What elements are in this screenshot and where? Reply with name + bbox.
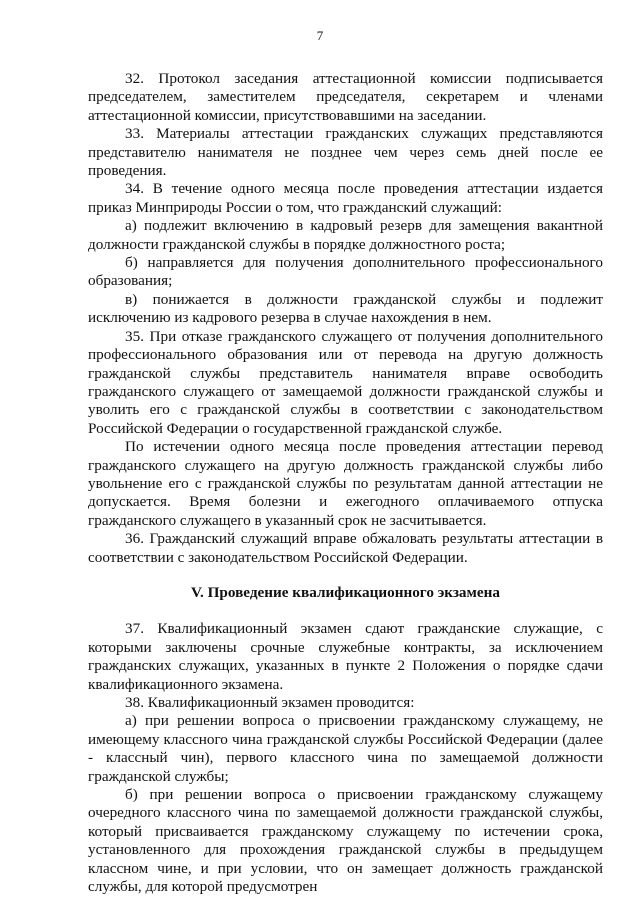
- paragraph-38: 38. Квалификационный экзамен проводится:: [125, 694, 415, 711]
- paragraph-36: 36. Гражданский служащий вправе обжаловать результаты аттестации в соответствии с законодательством Российской Федерации.: [88, 530, 603, 566]
- paragraph-37: 37. Квалификационный экзамен сдают гражданские служащие, с которыми заключены срочные служебные контракты, за исключением гражданских служащих, указанных в пункте 2 Положения о порядке сдачи квалификационного экзамена.: [88, 620, 603, 693]
- paragraph-34: 34. В течение одного месяца после проведения аттестации издается приказ Минприроды России о том, что гражданский служащий:: [88, 180, 603, 216]
- section-heading: V. Проведение квалификационного экзамена: [191, 583, 500, 601]
- paragraph-35: 35. При отказе гражданского служащего от получения дополнительного профессионального образования или от перевода на другую должность гражданской службы представитель нанимателя вправе освободить гражданского служащего от замещаемой должности гражданской службы и уволить его с гражданской службы в соответствии с законодательством Российской Федерации о государственной гражданской службе.: [88, 327, 603, 437]
- paragraph-38-a: а) при решении вопроса о присвоении гражданскому служащему, не имеющему классного чина гражданской службы Российской Федерации (далее - классный чин), первого классного чина по замещаемой должности гражданской службы;: [88, 712, 603, 785]
- paragraph-34-a: а) подлежит включению в кадровый резерв для замещения вакантной должности гражданской службы в порядке должностного роста;: [88, 217, 603, 253]
- page-number: 7: [316, 28, 324, 43]
- paragraph-33: 33. Материалы аттестации гражданских служащих представляются представителю нанимателя не позднее чем через семь дней после ее проведения.: [88, 125, 603, 180]
- document-body: [88, 70, 603, 896]
- paragraph-32: 32. Протокол заседания аттестационной комиссии подписывается председателем, заместителем председателя, секретарем и членами аттестационной комиссии, присутствовавшими на заседании.: [88, 70, 603, 124]
- paragraph-34-v: в) понижается в должности гражданской службы и подлежит исключению из кадрового резерва в случае нахождения в нем.: [88, 290, 603, 327]
- paragraph-38-b: б) при решении вопроса о присвоении гражданскому служащему очередного классного чина по замещаемой должности гражданской службы, который присваивается гражданскому служащему по истечении срока, установленного для прохождения гражданской службы в предыдущем классном чине, и при условии, что он замещает должность гражданской службы, для которой предусмотрен: [88, 786, 603, 896]
- paragraph-34-b: б) направляется для получения дополнительного профессионального образования;: [88, 254, 603, 290]
- paragraph-35-cont: По истечении одного месяца после проведения аттестации перевод гражданского служащего на другую должность гражданской службы либо увольнение его с гражданской службы по результатам данной аттестации не допускается. Время болезни и ежегодного оплачиваемого отпуска гражданского служащего в указанный срок не засчитывается.: [88, 438, 603, 529]
